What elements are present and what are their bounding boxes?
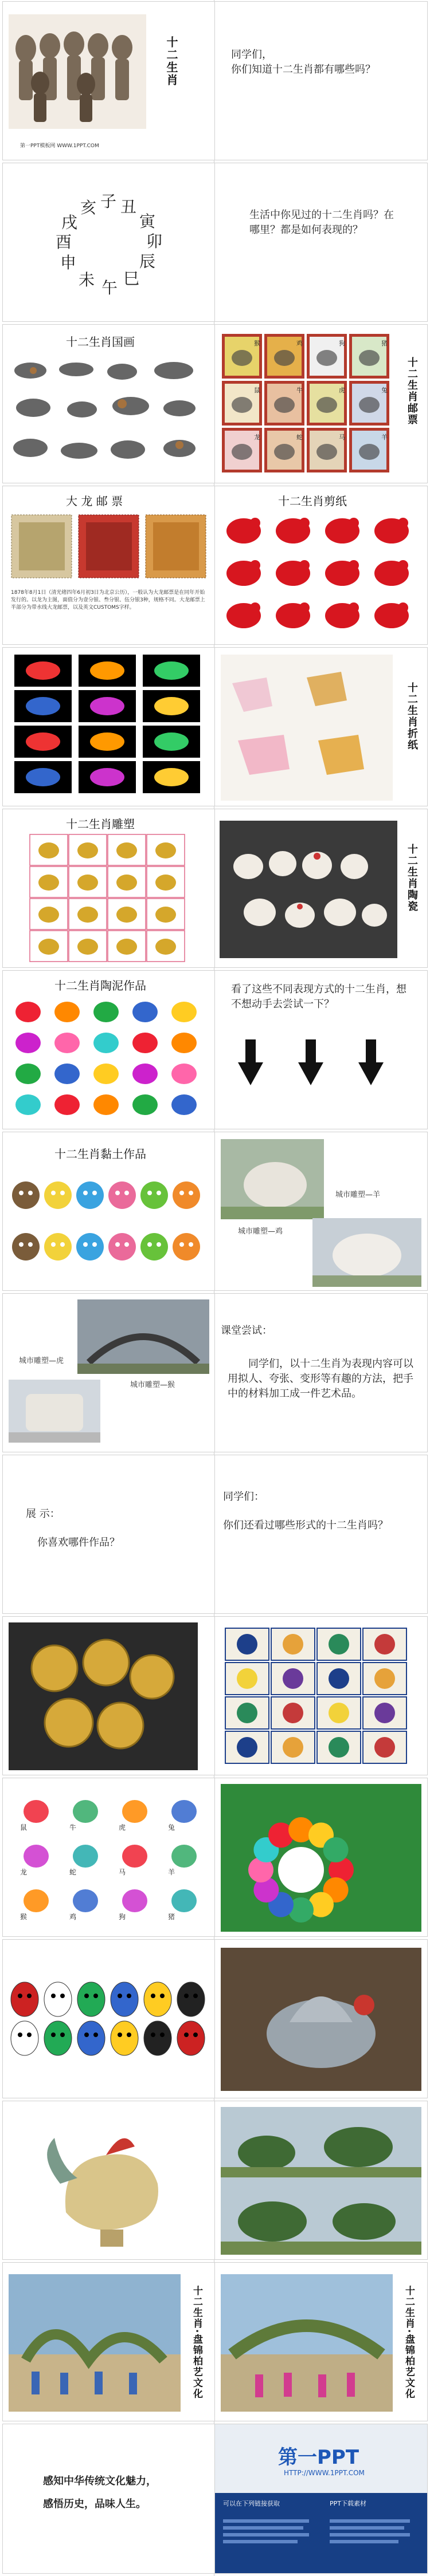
opera-masks bbox=[7, 1980, 212, 2060]
slide-2-right bbox=[214, 163, 428, 322]
slide-title: 十二生肖国画 bbox=[66, 335, 135, 349]
craft-label: 龙 bbox=[20, 1868, 28, 1876]
zodiac-stamp bbox=[307, 381, 347, 426]
slide-title: 十二生肖雕塑 bbox=[66, 817, 135, 831]
zodiac-stamp bbox=[307, 334, 347, 379]
slide-1-right bbox=[214, 1, 428, 160]
stamp-label: 龙 bbox=[254, 434, 260, 441]
colorful-circle-art bbox=[221, 1784, 421, 1932]
footer-right-text: PPT下载素材 bbox=[330, 2500, 366, 2507]
stamp-label: 鸡 bbox=[296, 340, 303, 347]
clay-figure bbox=[12, 1181, 40, 1209]
topiary-animals bbox=[221, 2107, 421, 2255]
slide-caption: 第一PPT模板网 WWW.1PPT.COM bbox=[20, 143, 99, 149]
craft-label: 羊 bbox=[168, 1868, 175, 1876]
stamp-label: 猴 bbox=[254, 340, 260, 347]
section-heading: 展 示： bbox=[26, 1508, 60, 1520]
clay-work bbox=[132, 1064, 158, 1084]
embroidery-grid bbox=[223, 1626, 412, 1769]
opera-mask bbox=[111, 2021, 138, 2055]
craft-item bbox=[24, 1800, 49, 1823]
slide-11-right bbox=[214, 1616, 428, 1775]
craft-label: 鼠 bbox=[20, 1823, 28, 1831]
zodiac-stamp bbox=[264, 381, 304, 426]
opera-mask bbox=[177, 2021, 205, 2055]
slide-title-vertical: 十二生肖·盘锦柏艺文化 bbox=[403, 2286, 415, 2400]
brand-logo: 第一PPT bbox=[278, 2446, 359, 2469]
opera-mask bbox=[11, 1982, 38, 2016]
slide-3-right bbox=[214, 324, 428, 483]
craft-label: 马 bbox=[119, 1868, 126, 1876]
slide-9-right bbox=[214, 1293, 428, 1452]
zodiac-stamp bbox=[222, 428, 262, 472]
clay-work bbox=[54, 1094, 80, 1115]
stamp-label: 鼠 bbox=[254, 387, 260, 394]
ceramic-figures bbox=[220, 821, 397, 958]
section-heading: 课堂尝试： bbox=[221, 1325, 272, 1337]
branch-hai: 亥 bbox=[80, 198, 97, 217]
clay-figure bbox=[140, 1181, 168, 1209]
clay-figure bbox=[44, 1233, 72, 1261]
clay-figure bbox=[108, 1233, 136, 1261]
clay-figure bbox=[140, 1233, 168, 1261]
slide-7-right bbox=[214, 970, 428, 1129]
craft-item bbox=[171, 1800, 197, 1823]
branch-si: 巳 bbox=[123, 269, 140, 288]
slide-11-left bbox=[2, 1616, 216, 1775]
zodiac-stamp bbox=[264, 428, 304, 472]
clay-figure bbox=[76, 1181, 104, 1209]
opera-mask bbox=[11, 2021, 38, 2055]
branch-wei: 未 bbox=[79, 270, 95, 289]
clay-figure bbox=[12, 1233, 40, 1261]
slide-13-left bbox=[2, 1939, 216, 2098]
craft-item bbox=[122, 1800, 147, 1823]
slide-7-left bbox=[2, 970, 216, 1129]
golden-sculpture-grid bbox=[29, 833, 189, 964]
slide-6-left bbox=[2, 809, 216, 968]
circle-art-piece bbox=[323, 1837, 349, 1862]
slide-title-vertical: 十二生肖折纸 bbox=[406, 682, 418, 751]
stamp-label: 蛇 bbox=[296, 434, 303, 441]
sheep-label: 城市雕塑—羊 bbox=[335, 1191, 381, 1199]
slide-14-left bbox=[2, 2101, 216, 2260]
craft-item bbox=[171, 1845, 197, 1868]
slide-5-left bbox=[2, 647, 216, 806]
craft-item bbox=[122, 1889, 147, 1912]
craft-item bbox=[171, 1889, 197, 1912]
slide-title-vertical: 十二生肖邮票 bbox=[406, 357, 418, 426]
slide-5-right bbox=[214, 647, 428, 806]
slide-4-left bbox=[2, 486, 216, 645]
greeting-text: 同学们： bbox=[223, 1491, 264, 1503]
chicken-label: 城市雕塑—鸡 bbox=[238, 1227, 283, 1236]
question-text: 你们还看过哪些形式的十二生肖吗？ bbox=[223, 1519, 388, 1531]
opera-mask bbox=[144, 1982, 171, 2016]
clay-work bbox=[93, 1002, 119, 1022]
slide-9-left bbox=[2, 1293, 216, 1452]
zodiac-stamp bbox=[349, 428, 389, 472]
stamp-label: 狗 bbox=[339, 340, 345, 347]
footer-link-list-left bbox=[223, 2516, 320, 2562]
dragon-stamps bbox=[9, 512, 209, 581]
activity-text: 同学们，以十二生肖为表现内容可以用拟人、夸张、变形等有趣的方法，把手中的材料加工成一件艺术品。 bbox=[228, 1358, 413, 1400]
clay-work bbox=[171, 1002, 197, 1022]
clay-figure bbox=[76, 1233, 104, 1261]
clay-work bbox=[15, 1033, 41, 1053]
question-text: 生活中你见过的十二生肖吗？在哪里？都是如何表现的？ bbox=[249, 209, 394, 236]
stamp-label: 猪 bbox=[381, 340, 388, 347]
zodiac-stamp bbox=[349, 381, 389, 426]
opera-mask bbox=[111, 1982, 138, 2016]
craft-label: 牛 bbox=[69, 1823, 77, 1831]
clay-work bbox=[15, 1002, 41, 1022]
question-text: 同学们， 你们知道十二生肖都有哪些吗？ bbox=[231, 49, 376, 76]
monkey-label: 城市雕塑—猴 bbox=[130, 1381, 175, 1389]
dragon-stamp-description: 1878年8月1日（清光绪四年6月初3日为北京公历），一般认为大龙邮票是在同年开始发行的。以龙为主图，面值分为壹分银、叁分银、伍分银3种，规格不同。大龙邮票上半部分为带水线大龙邮票，以及英文CUSTOMS字样。 bbox=[11, 590, 205, 610]
opera-mask bbox=[44, 2021, 72, 2055]
chicken-sculpture-photo bbox=[312, 1218, 421, 1287]
slide-2-left bbox=[2, 163, 216, 322]
stamp-label: 马 bbox=[339, 434, 345, 441]
footer-left-text: 可以在下列链接获取 bbox=[223, 2500, 280, 2507]
slide-title-vertical: 十二生肖·盘锦柏艺文化 bbox=[191, 2286, 202, 2400]
monkey-sculpture-photo bbox=[9, 1380, 100, 1443]
rooster-sculpture bbox=[221, 1948, 421, 2091]
zodiac-stamp bbox=[222, 381, 262, 426]
slide-10-left bbox=[2, 1455, 216, 1614]
craft-item bbox=[24, 1845, 49, 1868]
opera-mask bbox=[144, 2021, 171, 2055]
stamp-label: 牛 bbox=[296, 387, 303, 394]
slide-title-vertical: 十二生肖陶瓷 bbox=[406, 844, 418, 912]
opera-mask bbox=[177, 1982, 205, 2016]
show-question: 你喜欢哪件作品？ bbox=[37, 1537, 120, 1549]
clay-work bbox=[54, 1064, 80, 1084]
slide-16-right bbox=[214, 2424, 428, 2574]
craft-item bbox=[73, 1845, 98, 1868]
clay-figure bbox=[44, 1181, 72, 1209]
slide-title: 大 龙 邮 票 bbox=[66, 494, 123, 508]
clay-figure bbox=[173, 1233, 200, 1261]
slide-14-right bbox=[214, 2101, 428, 2260]
branch-chen: 辰 bbox=[139, 252, 156, 271]
prompt-text: 看了这些不同表现方式的十二生肖，想不想动手去尝试一下？ bbox=[231, 983, 406, 1010]
clay-work bbox=[93, 1094, 119, 1115]
brand-url: HTTP://WWW.1PPT.COM bbox=[284, 2469, 365, 2477]
clay-work bbox=[93, 1033, 119, 1053]
slide-title: 十二生肖 bbox=[165, 36, 178, 86]
slide-8-left bbox=[2, 1132, 216, 1291]
zodiac-stamp bbox=[307, 428, 347, 472]
opera-mask bbox=[77, 2021, 105, 2055]
clay-works bbox=[9, 996, 209, 1125]
craft-label: 兔 bbox=[168, 1823, 175, 1831]
clay-work bbox=[54, 1002, 80, 1022]
craft-label: 蛇 bbox=[69, 1868, 77, 1876]
branch-wu: 午 bbox=[101, 278, 118, 297]
slide-13-right bbox=[214, 1939, 428, 2098]
craft-label: 虎 bbox=[119, 1823, 126, 1831]
clay-figure bbox=[173, 1181, 200, 1209]
slide-15-right bbox=[214, 2262, 428, 2421]
slide-title: 十二生肖黏土作品 bbox=[54, 1147, 146, 1161]
stamp-label: 兔 bbox=[381, 387, 388, 394]
clay-work bbox=[132, 1033, 158, 1053]
opera-mask bbox=[77, 1982, 105, 2016]
craft-item bbox=[24, 1889, 49, 1912]
craft-label: 猴 bbox=[20, 1913, 28, 1921]
rooster-patchwork bbox=[37, 2115, 181, 2252]
stamp-label: 虎 bbox=[339, 387, 345, 394]
clay-work bbox=[132, 1002, 158, 1022]
zodiac-stamp-grid bbox=[221, 333, 393, 476]
slide-1-left bbox=[2, 1, 216, 160]
cypress-art-photo-right bbox=[221, 2274, 393, 2412]
clay-work bbox=[93, 1064, 119, 1084]
clay-work bbox=[171, 1064, 197, 1084]
tiger-sculpture-photo bbox=[77, 1299, 209, 1374]
slide-4-right bbox=[214, 486, 428, 645]
craft-label: 鸡 bbox=[69, 1913, 77, 1921]
craft-item bbox=[73, 1889, 98, 1912]
cypress-art-photo-left bbox=[9, 2274, 181, 2412]
branch-yin: 寅 bbox=[139, 212, 156, 231]
ink-painting-animals bbox=[7, 353, 211, 474]
craft-label: 狗 bbox=[119, 1913, 126, 1921]
clay-figure bbox=[108, 1181, 136, 1209]
clay-work bbox=[132, 1094, 158, 1115]
zodiac-stamp bbox=[264, 334, 304, 379]
down-arrow-icon bbox=[358, 1062, 384, 1085]
slide-8-right bbox=[214, 1132, 428, 1291]
footer-link-list-right bbox=[330, 2516, 421, 2562]
down-arrow-icon bbox=[298, 1062, 323, 1085]
closing-text: 感知中华传统文化魅力， 感悟历史，品味人生。 bbox=[43, 2475, 157, 2510]
origami-animals bbox=[221, 655, 393, 801]
clay-work bbox=[15, 1064, 41, 1084]
branch-xu: 戌 bbox=[61, 213, 78, 232]
clay-work bbox=[15, 1094, 41, 1115]
zodiac-stamp bbox=[349, 334, 389, 379]
craft-label: 猪 bbox=[168, 1913, 175, 1921]
slide-12-right bbox=[214, 1778, 428, 1937]
zodiac-stamp bbox=[222, 334, 262, 379]
terracotta-zodiac-figures bbox=[9, 14, 146, 129]
gold-coins-photo bbox=[9, 1622, 198, 1770]
zodiac-crafts-grid bbox=[9, 1790, 209, 1927]
down-arrow-icon bbox=[238, 1062, 263, 1085]
clay-figures bbox=[9, 1167, 209, 1281]
slide-6-right bbox=[214, 809, 428, 968]
craft-item bbox=[122, 1845, 147, 1868]
clay-work bbox=[171, 1094, 197, 1115]
branch-zi: 子 bbox=[100, 192, 117, 211]
zodiac-dark-tiles bbox=[13, 653, 208, 799]
opera-mask bbox=[44, 1982, 72, 2016]
papercut-grid bbox=[221, 510, 421, 639]
branch-chou: 丑 bbox=[120, 198, 137, 216]
tiger-label: 城市雕塑—虎 bbox=[19, 1357, 64, 1365]
sheep-sculpture-photo bbox=[221, 1139, 324, 1219]
branch-mao: 卯 bbox=[146, 232, 163, 251]
stamp-label: 羊 bbox=[381, 434, 388, 441]
slide-15-left bbox=[2, 2262, 216, 2421]
branch-shen: 申 bbox=[60, 253, 77, 272]
clay-work bbox=[54, 1033, 80, 1053]
slide-16-left bbox=[2, 2424, 216, 2574]
craft-item bbox=[73, 1800, 98, 1823]
slide-title: 十二生肖陶泥作品 bbox=[54, 979, 146, 992]
slide-12-left bbox=[2, 1778, 216, 1937]
clay-work bbox=[171, 1033, 197, 1053]
slide-10-right bbox=[214, 1455, 428, 1614]
slide-title: 十二生肖剪纸 bbox=[278, 494, 347, 508]
slide-3-left bbox=[2, 324, 216, 483]
branch-you: 酉 bbox=[56, 233, 72, 251]
